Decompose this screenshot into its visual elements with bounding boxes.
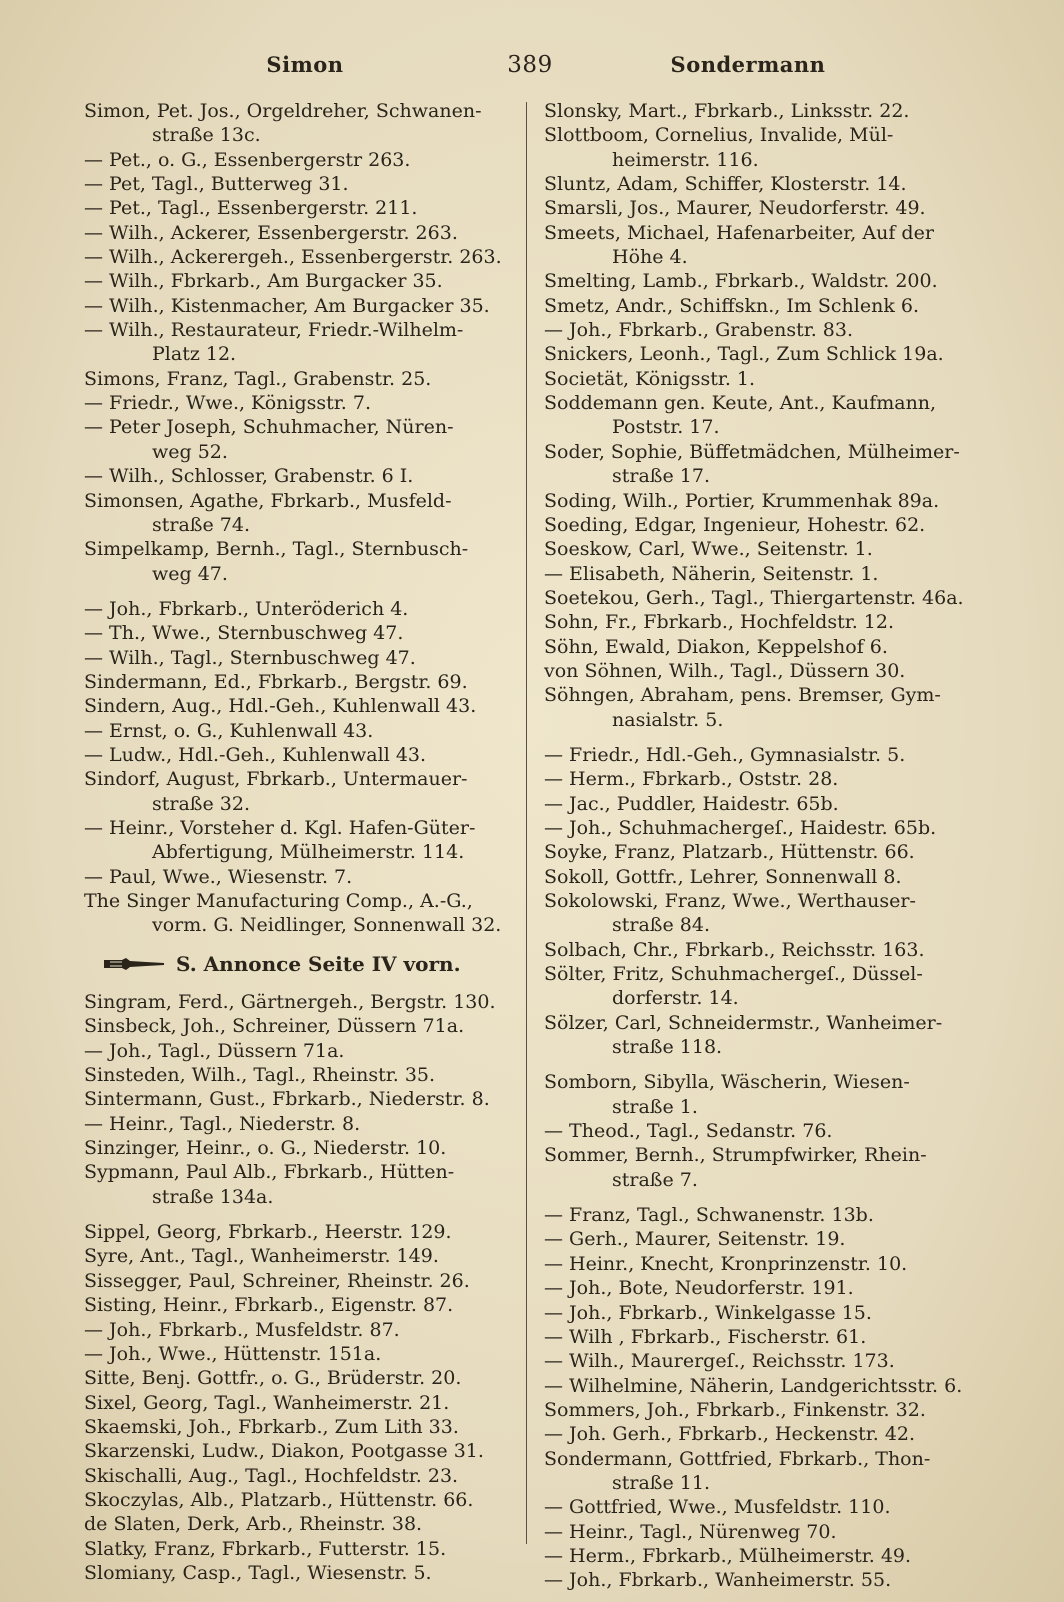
directory-entry (544, 221, 974, 270)
entry-line: — Herm., Fbrkarb., Oststr. 28. (544, 768, 839, 791)
entry-line: — Wilh., Kistenmacher, Am Burgacker 35. (84, 294, 490, 317)
right-column (544, 99, 974, 1593)
spacer (544, 1059, 974, 1070)
entry-line: — Joh., Fbrkarb., Wanheimerstr. 55. (544, 1569, 892, 1592)
entry-continuation: nasialstr. 5. (612, 708, 724, 731)
directory-entry (544, 1252, 974, 1276)
directory-entry (84, 767, 514, 816)
directory-entry (544, 683, 974, 732)
directory-entry (84, 1293, 514, 1317)
entry-line: Simon, Pet. Jos., Orgeldreher, Schwanen- (84, 100, 482, 122)
entry-line: Sokolowski, Franz, Wwe., Werthauser- (544, 890, 916, 912)
entry-line: — Franz, Tagl., Schwanenstr. 13b. (544, 1204, 874, 1227)
directory-entry (84, 1063, 514, 1087)
entry-line: Sixel, Georg, Tagl., Wanheimerstr. 21. (84, 1391, 450, 1414)
directory-entry (84, 1512, 514, 1536)
entry-line: Smetz, Andr., Schiffskn., Im Schlenk 6. (544, 294, 920, 317)
directory-entry (544, 1227, 974, 1251)
entry-line: Sokoll, Gottfr., Lehrer, Sonnenwall 8. (544, 865, 902, 888)
directory-entry (84, 464, 514, 488)
entry-line: — Wilh., Restaurateur, Friedr.-Wilhelm- (84, 319, 464, 342)
entry-line: — Wilh., Maurergeſ., Reichsstr. 173. (544, 1350, 895, 1373)
directory-entry (84, 597, 514, 621)
directory-entry (544, 1520, 974, 1544)
directory-entry (84, 1415, 514, 1439)
entry-continuation: Poststr. 17. (612, 416, 720, 439)
directory-entry (84, 1220, 514, 1244)
directory-entry (84, 415, 514, 464)
entry-line: — Peter Joseph, Schuhmacher, Nüren- (84, 416, 454, 439)
directory-entry (544, 792, 974, 816)
entry-continuation: straße 7. (612, 1168, 698, 1191)
spacer (84, 1209, 514, 1220)
entry-line: — Joh., Bote, Neudorferstr. 191. (544, 1277, 854, 1300)
entry-line: — Theod., Tagl., Sedanstr. 76. (544, 1120, 833, 1143)
directory-entry (84, 990, 514, 1014)
directory-entry (544, 816, 974, 840)
directory-entry (544, 1568, 974, 1592)
directory-entry (544, 1544, 974, 1568)
directory-entry (84, 743, 514, 767)
entry-line: — Ludw., Hdl.-Geh., Kuhlenwall 43. (84, 743, 427, 766)
entry-line: Somborn, Sibylla, Wäscherin, Wiesen- (544, 1071, 910, 1094)
directory-entry (84, 1366, 514, 1390)
directory-entry (84, 318, 514, 367)
directory-entry (84, 245, 514, 269)
entry-line: Slatky, Franz, Fbrkarb., Futterstr. 15. (84, 1537, 447, 1560)
entry-line: Smarsli, Jos., Maurer, Neudorferstr. 49. (544, 197, 926, 220)
entry-line: — Joh., Wwe., Hüttenstr. 151a. (84, 1342, 382, 1365)
entry-line: — Pet, Tagl., Butterweg 31. (84, 173, 349, 196)
entry-continuation: straße 118. (612, 1036, 723, 1059)
entry-line: Sölzer, Carl, Schneidermstr., Wanheimer- (544, 1011, 943, 1034)
entry-line: — Gerh., Maurer, Seitenstr. 19. (544, 1228, 846, 1251)
entry-continuation: straße 11. (612, 1471, 710, 1494)
column-divider (526, 102, 527, 1544)
entry-line: Syre, Ant., Tagl., Wanheimerstr. 149. (84, 1245, 439, 1268)
entry-line: — Heinr., Vorsteher d. Kgl. Hafen-Güter- (84, 816, 476, 839)
header-right-keyword: Sondermann (670, 52, 826, 77)
directory-entry (544, 172, 974, 196)
entry-continuation: weg 47. (152, 562, 228, 585)
entry-continuation: heimerstr. 116. (612, 148, 759, 171)
directory-entry (84, 537, 514, 586)
directory-entry (544, 99, 974, 123)
directory-entry (84, 1561, 514, 1585)
entry-continuation: Platz 12. (152, 343, 237, 366)
entry-line: — Heinr., Tagl., Niederstr. 8. (84, 1112, 361, 1135)
directory-entry (84, 1318, 514, 1342)
directory-entry (84, 865, 514, 889)
entry-line: — Wilhelmine, Näherin, Landgerichtsstr. 6. (544, 1374, 963, 1397)
entry-line: Skaemski, Joh., Fbrkarb., Zum Lith 33. (84, 1415, 459, 1438)
directory-entry (544, 1447, 974, 1496)
entry-line: — Wilh., Ackerergeh., Essenbergerstr. 263. (84, 246, 502, 269)
directory-entry (84, 294, 514, 318)
directory-entry (84, 1537, 514, 1561)
directory-entry (544, 1422, 974, 1446)
directory-entry (544, 342, 974, 366)
directory-entry (84, 1269, 514, 1293)
directory-entry (544, 1011, 974, 1060)
entry-line: — Paul, Wwe., Wiesenstr. 7. (84, 865, 353, 888)
directory-entry (84, 391, 514, 415)
directory-entry (544, 513, 974, 537)
directory-entry (84, 670, 514, 694)
spacer (544, 732, 974, 743)
entry-line: Söhn, Ewald, Diakon, Keppelshof 6. (544, 635, 888, 658)
entry-line: — Joh., Fbrkarb., Grabenstr. 83. (544, 319, 853, 342)
entry-line: Sölter, Fritz, Schuhmachergeſ., Düssel- (544, 963, 923, 986)
entry-line: — Friedr., Wwe., Königsstr. 7. (84, 392, 371, 415)
directory-entry (544, 1398, 974, 1422)
entry-line: Sypmann, Paul Alb., Fbrkarb., Hütten- (84, 1161, 455, 1184)
directory-entry (544, 938, 974, 962)
entry-continuation: straße 13c. (152, 124, 261, 147)
directory-entry (84, 1464, 514, 1488)
entry-continuation: Abfertigung, Mülheimerstr. 114. (152, 841, 465, 864)
entry-line: — Friedr., Hdl.-Geh., Gymnasialstr. 5. (544, 743, 906, 766)
directory-entry (544, 1374, 974, 1398)
entry-line: — Th., Wwe., Sternbuschweg 47. (84, 622, 404, 645)
entry-line: Societät, Königsstr. 1. (544, 367, 756, 390)
entry-line: Soetekou, Gerh., Tagl., Thiergartenstr. 46a. (544, 586, 964, 609)
entry-line: — Pet., o. G., Essenbergerstr 263. (84, 148, 411, 171)
entry-line: — Wilh., Ackerer, Essenbergerstr. 263. (84, 221, 458, 244)
entry-line: Simons, Franz, Tagl., Grabenstr. 25. (84, 367, 432, 390)
entry-line: — Wilh., Schlosser, Grabenstr. 6 I. (84, 465, 414, 488)
entry-line: Soeding, Edgar, Ingenieur, Hohestr. 62. (544, 513, 926, 536)
page-number: 389 (507, 52, 553, 78)
entry-line: — Heinr., Tagl., Nürenweg 70. (544, 1520, 837, 1543)
entry-line: de Slaten, Derk, Arb., Rheinstr. 38. (84, 1513, 423, 1536)
directory-entry (544, 537, 974, 561)
entry-line: — Joh., Schuhmachergeſ., Haidestr. 65b. (544, 816, 937, 839)
entry-line: Sondermann, Gottfried, Fbrkarb., Thon- (544, 1447, 931, 1470)
directory-entry (84, 148, 514, 172)
directory-entry (544, 269, 974, 293)
directory-entry (84, 1087, 514, 1111)
entry-line: Sitte, Benj. Gottfr., o. G., Brüderstr. 20. (84, 1367, 462, 1390)
directory-entry (544, 1349, 974, 1373)
directory-entry (544, 1070, 974, 1119)
directory-entry (84, 1039, 514, 1063)
entry-line: The Singer Manufacturing Comp., A.-G., (84, 890, 473, 912)
entry-line: Söhngen, Abraham, pens. Bremser, Gym- (544, 684, 941, 707)
left-column (84, 99, 514, 1585)
entry-line: Soyke, Franz, Platzarb., Hüttenstr. 66. (544, 841, 915, 864)
directory-entry (544, 440, 974, 489)
directory-entry (84, 816, 514, 865)
entry-line: Sinzinger, Heinr., o. G., Niederstr. 10. (84, 1137, 447, 1160)
directory-entry (544, 391, 974, 440)
directory-entry (544, 840, 974, 864)
entry-continuation: straße 1. (612, 1095, 698, 1118)
entry-continuation: straße 134a. (152, 1185, 274, 1208)
annotation-line (102, 952, 514, 976)
entry-continuation: weg 52. (152, 440, 228, 463)
right-entries (544, 99, 974, 1593)
directory-entry (544, 889, 974, 938)
directory-entry (544, 123, 974, 172)
directory-entry (84, 172, 514, 196)
directory-entry (84, 196, 514, 220)
entry-line: Soder, Sophie, Büffetmädchen, Mülheimer- (544, 440, 960, 463)
directory-entry (544, 1301, 974, 1325)
directory-entry (84, 1160, 514, 1209)
entry-line: — Pet., Tagl., Essenbergerstr. 211. (84, 197, 418, 220)
entry-continuation: straße 32. (152, 792, 250, 815)
page-header (80, 52, 980, 82)
entry-line: — Wilh., Tagl., Sternbuschweg 47. (84, 646, 416, 669)
left-entries-continued (84, 990, 514, 1585)
directory-entry (84, 99, 514, 148)
directory-entry (84, 719, 514, 743)
directory-entry (544, 767, 974, 791)
entry-line: Sommers, Joh., Fbrkarb., Finkenstr. 32. (544, 1398, 926, 1421)
directory-entry (84, 1439, 514, 1463)
entry-line: Soddemann gen. Keute, Ant., Kaufmann, (544, 392, 937, 415)
entry-continuation: straße 74. (152, 513, 250, 536)
entry-line: Slottboom, Cornelius, Invalide, Mül- (544, 124, 894, 147)
entry-line: Sohn, Fr., Fbrkarb., Hochfeldstr. 12. (544, 611, 895, 634)
directory-entry (544, 586, 974, 610)
directory-entry (544, 1203, 974, 1227)
entry-line: Sindorf, August, Fbrkarb., Untermauer- (84, 768, 468, 791)
entry-line: Sippel, Georg, Fbrkarb., Heerstr. 129. (84, 1221, 452, 1244)
directory-entry (544, 294, 974, 318)
entry-line: Sluntz, Adam, Schiffer, Klosterstr. 14. (544, 173, 907, 196)
entry-line: Sissegger, Paul, Schreiner, Rheinstr. 26. (84, 1269, 470, 1292)
directory-entry (544, 196, 974, 220)
entry-line: Sindermann, Ed., Fbrkarb., Bergstr. 69. (84, 670, 468, 693)
entry-continuation: vorm. G. Neidlinger, Sonnenwall 32. (152, 914, 502, 937)
entry-line: Slomiany, Casp., Tagl., Wiesenstr. 5. (84, 1561, 432, 1584)
entry-line: — Joh., Fbrkarb., Winkelgasse 15. (544, 1301, 872, 1324)
entry-line: von Söhnen, Wilh., Tagl., Düssern 30. (544, 659, 906, 682)
directory-entry (84, 1391, 514, 1415)
pointing-hand-icon (102, 957, 166, 971)
directory-entry (84, 269, 514, 293)
directory-entry (84, 1136, 514, 1160)
entry-line: Soding, Wilh., Portier, Krummenhak 89a. (544, 489, 940, 512)
directory-entry (544, 318, 974, 342)
entry-line: — Joh., Fbrkarb., Unteröderich 4. (84, 597, 409, 620)
directory-entry (544, 1325, 974, 1349)
spacer (544, 1192, 974, 1203)
entry-line: — Joh., Tagl., Düssern 71a. (84, 1039, 345, 1062)
left-entries (84, 99, 514, 938)
entry-line: — Joh. Gerh., Fbrkarb., Heckenstr. 42. (544, 1423, 916, 1446)
entry-continuation: straße 84. (612, 914, 710, 937)
directory-entry (544, 865, 974, 889)
directory-entry (84, 646, 514, 670)
spacer (84, 586, 514, 597)
entry-line: Smelting, Lamb., Fbrkarb., Waldstr. 200. (544, 270, 938, 293)
entry-line: — Heinr., Knecht, Kronprinzenstr. 10. (544, 1252, 908, 1275)
directory-entry (544, 635, 974, 659)
entry-line: Singram, Ferd., Gärtnergeh., Bergstr. 130. (84, 991, 496, 1014)
entry-line: Snickers, Leonh., Tagl., Zum Schlick 19a. (544, 343, 944, 366)
directory-entry (84, 1342, 514, 1366)
directory-entry (544, 962, 974, 1011)
entry-line: Skischalli, Aug., Tagl., Hochfeldstr. 23. (84, 1464, 459, 1487)
directory-entry (84, 489, 514, 538)
directory-entry (544, 1276, 974, 1300)
entry-line: — Gottfried, Wwe., Musfeldstr. 110. (544, 1496, 891, 1519)
directory-entry (544, 610, 974, 634)
directory-entry (544, 1495, 974, 1519)
directory-entry (544, 659, 974, 683)
directory-entry (84, 367, 514, 391)
entry-line: — Wilh , Fbrkarb., Fischerstr. 61. (544, 1325, 867, 1348)
directory-entry (84, 221, 514, 245)
directory-entry (84, 1244, 514, 1268)
entry-line: Sisting, Heinr., Fbrkarb., Eigenstr. 87. (84, 1294, 454, 1317)
entry-line: — Herm., Fbrkarb., Mülheimerstr. 49. (544, 1544, 912, 1567)
entry-line: Simonsen, Agathe, Fbrkarb., Musfeld- (84, 489, 452, 512)
header-left-keyword: Simon (266, 52, 344, 77)
entry-line: — Elisabeth, Näherin, Seitenstr. 1. (544, 562, 879, 585)
entry-line: Skoczylas, Alb., Platzarb., Hüttenstr. 66. (84, 1488, 474, 1511)
entry-line: Sommer, Bernh., Strumpfwirker, Rhein- (544, 1144, 927, 1167)
directory-entry (84, 1112, 514, 1136)
entry-line: Smeets, Michael, Hafenarbeiter, Auf der (544, 221, 934, 244)
annotation-text: S. Annonce Seite IV vorn. (176, 951, 461, 976)
entry-line: Sinsteden, Wilh., Tagl., Rheinstr. 35. (84, 1064, 436, 1087)
directory-entry (544, 1119, 974, 1143)
entry-line: Sinsbeck, Joh., Schreiner, Düssern 71a. (84, 1015, 465, 1038)
entry-continuation: Höhe 4. (612, 246, 688, 269)
directory-entry (544, 367, 974, 391)
directory-entry (544, 562, 974, 586)
entry-line: Soeskow, Carl, Wwe., Seitenstr. 1. (544, 538, 873, 561)
directory-entry (544, 489, 974, 513)
directory-entry (544, 1143, 974, 1192)
entry-line: Sintermann, Gust., Fbrkarb., Niederstr. 8. (84, 1088, 490, 1111)
directory-entry (84, 889, 514, 938)
entry-line: Simpelkamp, Bernh., Tagl., Sternbusch- (84, 538, 469, 561)
entry-line: Solbach, Chr., Fbrkarb., Reichsstr. 163. (544, 938, 925, 961)
entry-continuation: straße 17. (612, 465, 710, 488)
directory-entry (544, 743, 974, 767)
directory-entry (84, 1488, 514, 1512)
directory-entry (84, 621, 514, 645)
directory-entry (84, 1014, 514, 1038)
entry-line: — Wilh., Fbrkarb., Am Burgacker 35. (84, 270, 443, 293)
entry-line: Sindern, Aug., Hdl.-Geh., Kuhlenwall 43. (84, 695, 477, 718)
entry-line: Slonsky, Mart., Fbrkarb., Linksstr. 22. (544, 100, 910, 122)
entry-line: — Joh., Fbrkarb., Musfeldstr. 87. (84, 1318, 400, 1341)
directory-entry (84, 694, 514, 718)
entry-line: — Jac., Puddler, Haidestr. 65b. (544, 792, 839, 815)
entry-continuation: dorferstr. 14. (612, 987, 739, 1010)
entry-line: — Ernst, o. G., Kuhlenwall 43. (84, 719, 374, 742)
entry-line: Skarzenski, Ludw., Diakon, Pootgasse 31. (84, 1440, 484, 1463)
